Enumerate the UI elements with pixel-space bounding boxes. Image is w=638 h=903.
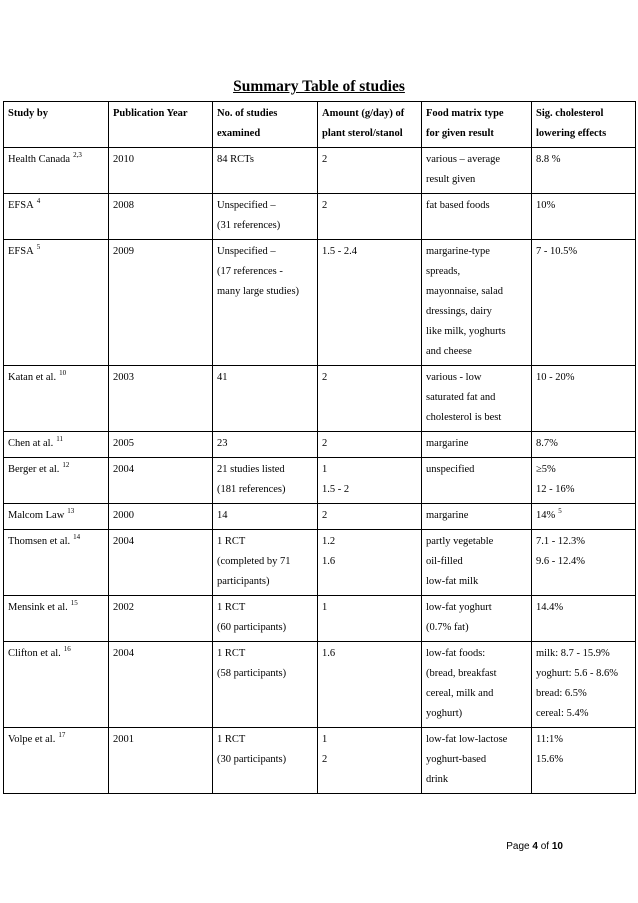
table-row: [4, 240, 636, 366]
matrix-cell-line: spreads,: [426, 266, 461, 277]
column-header-line: Study by: [8, 108, 48, 119]
studies-cell: [213, 504, 318, 530]
studies-cell-line: 1 RCT: [217, 602, 246, 613]
studies-cell-line: (completed by 71: [217, 556, 291, 567]
matrix-cell: [422, 530, 532, 596]
column-header: [4, 102, 109, 148]
effect-cell: [532, 530, 636, 596]
effect-cell: [532, 596, 636, 642]
year-cell: 2008: [109, 194, 213, 240]
matrix-cell-line: result given: [426, 174, 476, 185]
studies-cell-line: (31 references): [217, 220, 281, 231]
matrix-cell: [422, 366, 532, 432]
study-cell: [4, 642, 109, 728]
effect-cell: [532, 194, 636, 240]
matrix-cell-line: partly vegetable: [426, 536, 494, 547]
matrix-cell-line: margarine: [426, 438, 469, 449]
matrix-cell: [422, 596, 532, 642]
matrix-cell: [422, 728, 532, 794]
effect-cell-line: 7.1 - 12.3%: [536, 536, 585, 547]
matrix-cell-line: low-fat milk: [426, 576, 479, 587]
matrix-cell: [422, 148, 532, 194]
effect-cell-line: bread: 6.5%: [536, 688, 587, 699]
effect-cell: [532, 728, 636, 794]
page-word: Page: [506, 841, 530, 852]
study-name: Thomsen et al.: [8, 536, 71, 547]
of-word: of: [540, 841, 550, 852]
amount-cell: [318, 596, 422, 642]
effect-cell-line: 15.6%: [536, 754, 564, 765]
column-header-line: for given result: [426, 128, 494, 139]
effect-cell-line: 12 - 16%: [536, 484, 575, 495]
column-header-line: plant sterol/stanol: [322, 128, 403, 139]
year-cell: 2004: [109, 458, 213, 504]
amount-cell: [318, 148, 422, 194]
matrix-cell-line: various - low: [426, 372, 482, 383]
year-cell: 2003: [109, 366, 213, 432]
effect-cell: [532, 240, 636, 366]
effect-cell-line: 14% $^5$: [536, 507, 562, 521]
amount-cell-line: 2: [322, 754, 328, 765]
matrix-cell: [422, 194, 532, 240]
studies-cell-line: (181 references): [217, 484, 286, 495]
table-row: [4, 366, 636, 432]
matrix-cell-line: (bread, breakfast: [426, 668, 497, 679]
column-header-line: examined: [217, 128, 261, 139]
effect-reference-superscript: 5: [558, 507, 562, 515]
total-pages: 10: [551, 841, 563, 852]
reference-superscript: 16: [63, 645, 71, 653]
amount-cell: [318, 458, 422, 504]
matrix-cell-line: drink: [426, 774, 449, 785]
table-row: [4, 642, 636, 728]
year-cell: 2002: [109, 596, 213, 642]
studies-cell-line: participants): [217, 576, 270, 587]
studies-cell: [213, 194, 318, 240]
amount-cell-line: 1.2: [322, 536, 336, 547]
matrix-cell-line: like milk, yoghurts: [426, 326, 506, 337]
reference-superscript: 4: [36, 197, 41, 205]
year-cell: 2004: [109, 530, 213, 596]
column-header-line: Food matrix type: [426, 108, 504, 119]
study-cell: [4, 596, 109, 642]
effect-cell-line: 8.8 %: [536, 154, 561, 165]
effect-cell-line: 8.7%: [536, 438, 558, 449]
amount-cell-line: 2: [322, 200, 328, 211]
reference-superscript: 15: [70, 599, 78, 607]
matrix-cell-line: saturated fat and: [426, 392, 496, 403]
table-row: [4, 432, 636, 458]
studies-cell-line: many large studies): [217, 286, 300, 297]
amount-cell: [318, 728, 422, 794]
year-cell: 2001: [109, 728, 213, 794]
year-cell: 2010: [109, 148, 213, 194]
studies-cell: [213, 366, 318, 432]
matrix-cell-line: cereal, milk and: [426, 688, 494, 699]
current-page: 4: [532, 841, 538, 852]
study-name: Clifton et al.: [8, 648, 61, 659]
table-row: [4, 530, 636, 596]
reference-superscript: 13: [67, 507, 75, 515]
matrix-cell-line: unspecified: [426, 464, 475, 475]
studies-cell: [213, 432, 318, 458]
studies-cell-line: 14: [217, 510, 228, 521]
study-name: Health Canada: [8, 154, 71, 165]
studies-cell: [213, 458, 318, 504]
page-footer: [506, 841, 563, 852]
amount-cell-line: 1: [322, 602, 328, 613]
amount-cell-line: 2: [322, 510, 328, 521]
effect-cell-line: ≥5%: [536, 464, 556, 475]
study-name: EFSA: [8, 200, 34, 211]
column-header-line: lowering effects: [536, 128, 607, 139]
header-row: [4, 102, 636, 148]
study-name: EFSA: [8, 246, 34, 257]
study-name: Chen at al.: [8, 438, 54, 449]
matrix-cell-line: low-fat low-lactose: [426, 734, 508, 745]
studies-cell: [213, 240, 318, 366]
reference-superscript: 11: [56, 435, 63, 443]
reference-superscript: 2,3: [73, 151, 82, 159]
column-header-line: Amount (g/day) of: [322, 108, 405, 119]
reference-superscript: 14: [73, 533, 81, 541]
effect-cell: [532, 504, 636, 530]
matrix-cell-line: low-fat foods:: [426, 648, 486, 659]
column-header-line: Publication Year: [113, 108, 188, 119]
matrix-cell-line: various – average: [426, 154, 501, 165]
matrix-cell-line: fat based foods: [426, 200, 490, 211]
studies-cell: [213, 728, 318, 794]
amount-cell: [318, 504, 422, 530]
amount-cell: [318, 432, 422, 458]
amount-cell-line: 1.6: [322, 556, 336, 567]
effect-cell-line: 10%: [536, 200, 556, 211]
amount-cell: [318, 240, 422, 366]
effect-cell-line: milk: 8.7 - 15.9%: [536, 648, 610, 659]
table-body: [4, 148, 636, 794]
study-name: Malcom Law: [8, 510, 65, 521]
page-title: Summary Table of studies: [233, 78, 405, 95]
reference-superscript: 10: [59, 369, 67, 377]
study-cell: [4, 194, 109, 240]
amount-cell-line: 1.6: [322, 648, 336, 659]
matrix-cell: [422, 642, 532, 728]
study-cell: [4, 366, 109, 432]
amount-cell-line: 1: [322, 734, 328, 745]
studies-cell-line: 23: [217, 438, 228, 449]
study-name: Volpe et al.: [8, 734, 56, 745]
summary-table: [3, 101, 636, 794]
amount-cell: [318, 530, 422, 596]
studies-cell-line: (58 participants): [217, 668, 287, 679]
effect-cell: [532, 458, 636, 504]
amount-cell-line: 2: [322, 438, 328, 449]
column-header: [213, 102, 318, 148]
study-cell: [4, 458, 109, 504]
studies-cell-line: Unspecified –: [217, 200, 276, 211]
study-name: Berger et al.: [8, 464, 60, 475]
effect-cell-line: yoghurt: 5.6 - 8.6%: [536, 668, 618, 679]
column-header: [422, 102, 532, 148]
study-name: Mensink et al.: [8, 602, 68, 613]
amount-cell: [318, 366, 422, 432]
matrix-cell-line: cholesterol is best: [426, 412, 502, 423]
studies-cell-line: 21 studies listed: [217, 464, 285, 475]
studies-cell: [213, 642, 318, 728]
effect-cell-line: 10 - 20%: [536, 372, 575, 383]
amount-cell-line: 2: [322, 372, 328, 383]
effect-cell: [532, 642, 636, 728]
table-row: [4, 194, 636, 240]
matrix-cell-line: oil-filled: [426, 556, 463, 567]
effect-cell-line: 9.6 - 12.4%: [536, 556, 585, 567]
studies-cell-line: Unspecified –: [217, 246, 276, 257]
study-cell: [4, 728, 109, 794]
studies-cell-line: (60 participants): [217, 622, 287, 633]
table-row: [4, 504, 636, 530]
amount-cell-line: 1.5 - 2.4: [322, 246, 357, 257]
year-cell: 2009: [109, 240, 213, 366]
matrix-cell-line: yoghurt-based: [426, 754, 487, 765]
study-cell: [4, 530, 109, 596]
table-row: [4, 728, 636, 794]
matrix-cell: [422, 504, 532, 530]
effect-cell-line: cereal: 5.4%: [536, 708, 589, 719]
effect-cell: [532, 432, 636, 458]
studies-cell-line: 1 RCT: [217, 648, 246, 659]
amount-cell: [318, 194, 422, 240]
matrix-cell-line: low-fat yoghurt: [426, 602, 492, 613]
amount-cell-line: 1: [322, 464, 328, 475]
effect-cell-line: 14.4%: [536, 602, 564, 613]
studies-cell-line: 84 RCTs: [217, 154, 254, 165]
column-header-line: No. of studies: [217, 108, 278, 119]
matrix-cell: [422, 432, 532, 458]
table-row: [4, 458, 636, 504]
column-header-line: Sig. cholesterol: [536, 108, 604, 119]
reference-superscript: 5: [36, 243, 41, 251]
year-cell: 2004: [109, 642, 213, 728]
studies-cell-line: (17 references -: [217, 266, 283, 277]
studies-cell: [213, 530, 318, 596]
year-cell: 2000: [109, 504, 213, 530]
column-header: [532, 102, 636, 148]
effect-cell-line: 11:1%: [536, 734, 564, 745]
matrix-cell-line: (0.7% fat): [426, 622, 469, 633]
matrix-cell-line: and cheese: [426, 346, 472, 357]
effect-cell-line: 7 - 10.5%: [536, 246, 578, 257]
study-cell: [4, 432, 109, 458]
matrix-cell-line: mayonnaise, salad: [426, 286, 503, 297]
studies-cell-line: 41: [217, 372, 228, 383]
matrix-cell-line: margarine-type: [426, 246, 490, 257]
table-row: [4, 148, 636, 194]
studies-cell: [213, 596, 318, 642]
matrix-cell: [422, 458, 532, 504]
study-cell: [4, 504, 109, 530]
studies-cell-line: 1 RCT: [217, 536, 246, 547]
study-cell: [4, 148, 109, 194]
amount-cell-line: 2: [322, 154, 328, 165]
study-name: Katan et al.: [8, 372, 57, 383]
studies-cell-line: (30 participants): [217, 754, 287, 765]
reference-superscript: 12: [62, 461, 70, 469]
column-header: [318, 102, 422, 148]
matrix-cell-line: margarine: [426, 510, 469, 521]
amount-cell: [318, 642, 422, 728]
reference-superscript: 17: [58, 731, 66, 739]
table-row: [4, 596, 636, 642]
studies-cell-line: 1 RCT: [217, 734, 246, 745]
matrix-cell-line: yoghurt): [426, 708, 463, 719]
amount-cell-line: 1.5 - 2: [322, 484, 350, 495]
effect-cell: [532, 148, 636, 194]
effect-cell: [532, 366, 636, 432]
studies-cell: [213, 148, 318, 194]
year-cell: 2005: [109, 432, 213, 458]
column-header: [109, 102, 213, 148]
matrix-cell-line: dressings, dairy: [426, 306, 492, 317]
matrix-cell: [422, 240, 532, 366]
study-cell: [4, 240, 109, 366]
